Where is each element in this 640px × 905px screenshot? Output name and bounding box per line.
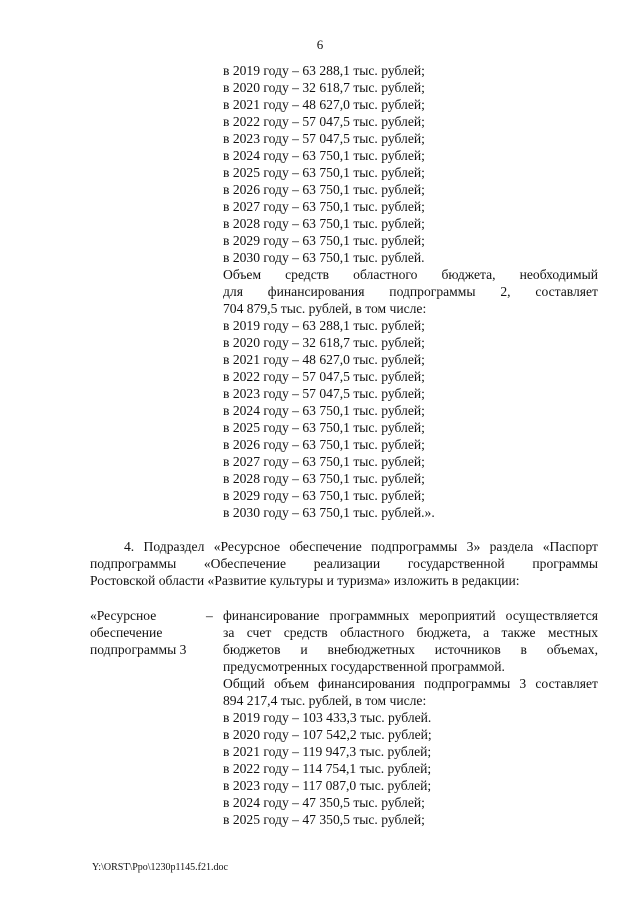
list-item: в 2020 году – 32 618,7 тыс. рублей; xyxy=(223,80,425,95)
list-item: в 2025 году – 63 750,1 тыс. рублей; xyxy=(223,165,425,180)
section-4-line: Ростовской области «Развитие культуры и туризма» изложить в редакции: xyxy=(90,573,520,588)
list-item: в 2029 году – 63 750,1 тыс. рублей; xyxy=(223,488,425,503)
list-item: в 2029 году – 63 750,1 тыс. рублей; xyxy=(223,233,425,248)
list-item: в 2026 году – 63 750,1 тыс. рублей; xyxy=(223,437,425,452)
list-item: в 2020 году – 32 618,7 тыс. рублей; xyxy=(223,335,425,350)
list-item: в 2019 году – 103 433,3 тыс. рублей. xyxy=(223,710,432,725)
list-item: в 2030 году – 63 750,1 тыс. рублей. xyxy=(223,250,425,265)
list-item: в 2024 году – 63 750,1 тыс. рублей; xyxy=(223,403,425,418)
passport-total: Общий объем финансирования подпрограммы 3 составляет xyxy=(223,676,598,691)
regional-budget-line: Объем средств областного бюджета, необходимый xyxy=(223,267,598,282)
passport-desc: предусмотренных государственной программой. xyxy=(223,659,505,674)
passport-label: «Ресурсное xyxy=(90,608,157,623)
list-item: в 2027 году – 63 750,1 тыс. рублей; xyxy=(223,199,425,214)
list-item: в 2019 году – 63 288,1 тыс. рублей; xyxy=(223,63,425,78)
list-item: в 2023 году – 117 087,0 тыс. рублей; xyxy=(223,778,432,793)
section-4-line: 4. Подраздел «Ресурсное обеспечение подпрограммы 3» раздела «Паспорт xyxy=(124,539,598,554)
list-item: в 2023 году – 57 047,5 тыс. рублей; xyxy=(223,386,425,401)
section-4-line: подпрограммы «Обеспечение реализации государственной программы xyxy=(90,556,598,571)
passport-dash: – xyxy=(206,608,213,623)
list-item: в 2024 году – 47 350,5 тыс. рублей; xyxy=(223,795,425,810)
list-item: в 2022 году – 57 047,5 тыс. рублей; xyxy=(223,114,425,129)
list-item: в 2027 году – 63 750,1 тыс. рублей; xyxy=(223,454,425,469)
list-item: в 2026 году – 63 750,1 тыс. рублей; xyxy=(223,182,425,197)
regional-budget-line: для финансирования подпрограммы 2, составляет xyxy=(223,284,598,299)
passport-label: обеспечение xyxy=(90,625,163,640)
passport-desc: бюджетов и внебюджетных источников в объемах, xyxy=(223,642,598,657)
list-item: в 2030 году – 63 750,1 тыс. рублей.». xyxy=(223,505,435,520)
list-item: в 2025 году – 63 750,1 тыс. рублей; xyxy=(223,420,425,435)
list-item: в 2019 году – 63 288,1 тыс. рублей; xyxy=(223,318,425,333)
list-item: в 2028 году – 63 750,1 тыс. рублей; xyxy=(223,471,425,486)
regional-budget-line: 704 879,5 тыс. рублей, в том числе: xyxy=(223,301,427,316)
passport-label: подпрограммы 3 xyxy=(90,642,187,657)
passport-total: 894 217,4 тыс. рублей, в том числе: xyxy=(223,693,427,708)
list-item: в 2022 году – 114 754,1 тыс. рублей; xyxy=(223,761,432,776)
list-item: в 2022 году – 57 047,5 тыс. рублей; xyxy=(223,369,425,384)
passport-desc: за счет средств областного бюджета, а также местных xyxy=(223,625,598,640)
list-item: в 2021 году – 48 627,0 тыс. рублей; xyxy=(223,352,425,367)
list-item: в 2028 году – 63 750,1 тыс. рублей; xyxy=(223,216,425,231)
list-item: в 2024 году – 63 750,1 тыс. рублей; xyxy=(223,148,425,163)
file-path-footer: Y:\ORST\Ppo\1230p1145.f21.doc xyxy=(92,862,228,873)
page-number: 6 xyxy=(316,37,324,52)
list-item: в 2021 году – 119 947,3 тыс. рублей; xyxy=(223,744,432,759)
list-item: в 2023 году – 57 047,5 тыс. рублей; xyxy=(223,131,425,146)
passport-desc: финансирование программных мероприятий осуществляется xyxy=(223,608,598,623)
list-item: в 2025 году – 47 350,5 тыс. рублей; xyxy=(223,812,425,827)
list-item: в 2021 году – 48 627,0 тыс. рублей; xyxy=(223,97,425,112)
list-item: в 2020 году – 107 542,2 тыс. рублей; xyxy=(223,727,432,742)
